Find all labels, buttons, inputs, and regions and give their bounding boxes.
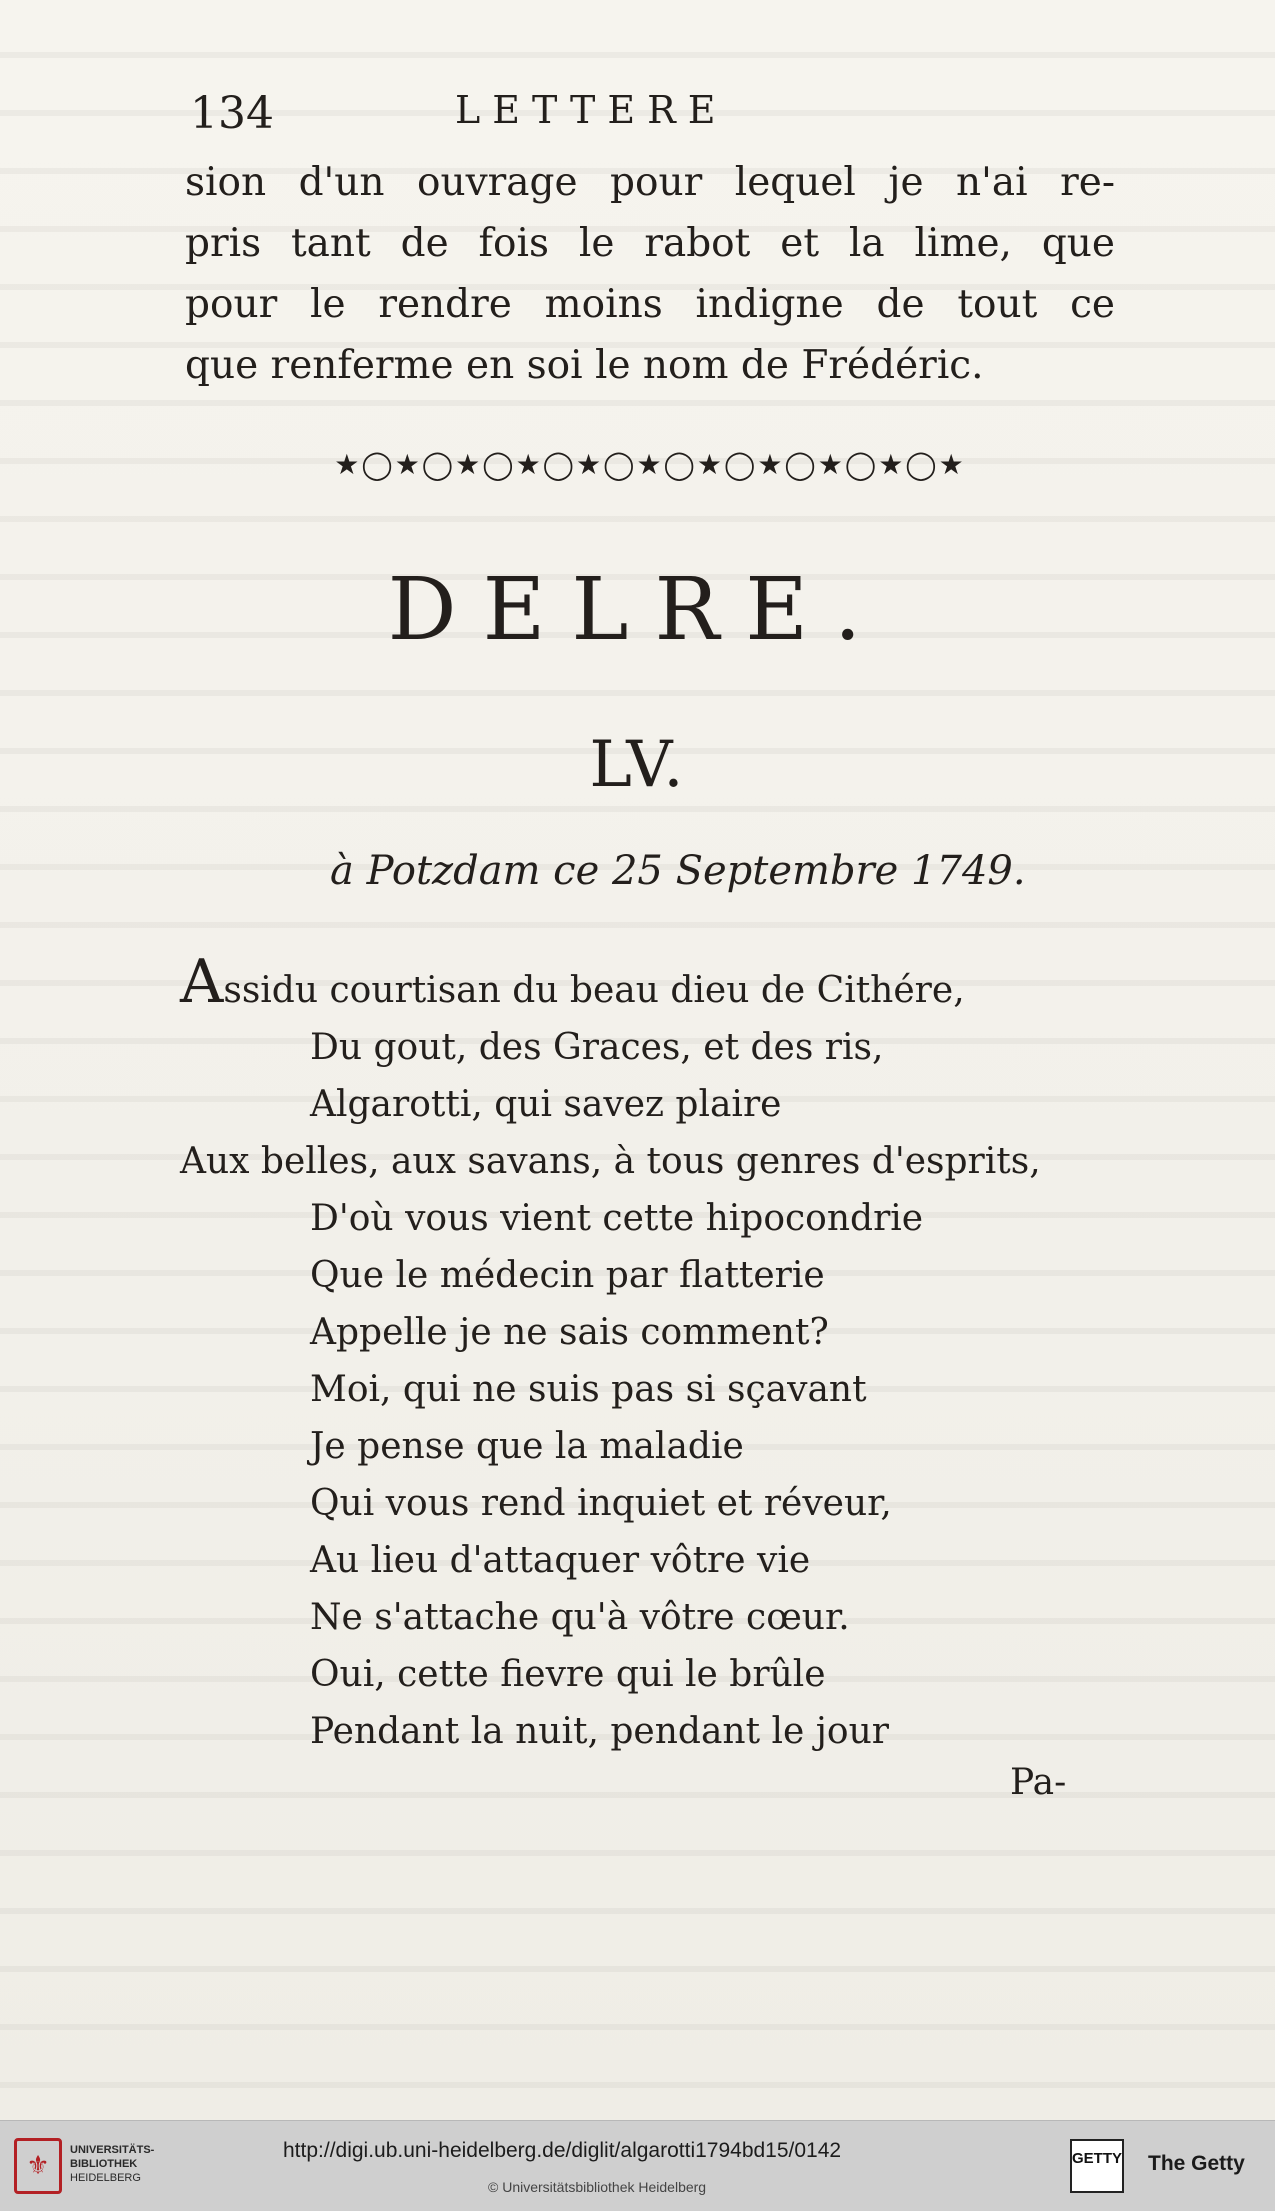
library-name[interactable] — [70, 2143, 154, 2185]
prose-line: sion d'un ouvrage pour lequel je n'ai re- — [185, 160, 1115, 205]
letter-addressee: DELRE. — [387, 560, 888, 660]
verse-line: Appelle je ne sais comment? — [310, 1312, 829, 1353]
verse-line: Oui, cette fievre qui le brûle — [310, 1654, 826, 1695]
ornamental-divider: ★◯★◯★◯★◯★◯★◯★◯★◯★◯★◯★ — [334, 448, 966, 481]
library-name-line: UNIVERSITÄTS- — [70, 2144, 155, 2156]
page-header — [190, 88, 1090, 148]
library-name-line: BIBLIOTHEK — [70, 2158, 138, 2170]
running-title: LETTERE — [455, 88, 728, 132]
page-number: 134 — [190, 88, 274, 139]
prose-line: que renferme en soi le nom de Frédéric. — [185, 343, 984, 388]
letter-number: LV. — [589, 728, 686, 802]
verse-line-text: ssidu courtisan du beau dieu de Cithére, — [223, 970, 965, 1011]
prose-line: pris tant de fois le rabot et la lime, que — [185, 221, 1115, 266]
dateline: à Potzdam ce 25 Septembre 1749. — [330, 848, 1026, 894]
verse-line: Pendant la nuit, pendant le jour — [310, 1711, 889, 1752]
university-library-logo-icon[interactable]: ⚜ — [14, 2138, 62, 2194]
verse-line-first — [180, 947, 1130, 1019]
initial-letter: A — [180, 947, 224, 1017]
verse-line: Du gout, des Graces, et des ris, — [310, 1027, 884, 1068]
continued-prose — [185, 152, 1115, 396]
verse-line: Je pense que la maladie — [310, 1426, 744, 1467]
verse-line: Ne s'attache qu'à vôtre cœur. — [310, 1597, 850, 1638]
verse-line: Qui vous rend inquiet et réveur, — [310, 1483, 892, 1524]
getty-logo-icon[interactable]: GETTY — [1070, 2139, 1124, 2193]
library-name-line: HEIDELBERG — [70, 2172, 141, 2184]
verse-line: Aux belles, aux savans, à tous genres d'esprits, — [180, 1141, 1041, 1182]
permalink-url[interactable]: http://digi.ub.uni-heidelberg.de/diglit/algarotti1794bd15/0142 — [283, 2139, 842, 2162]
verse-line: Au lieu d'attaquer vôtre vie — [310, 1540, 811, 1581]
catchword: Pa- — [1010, 1762, 1067, 1803]
verse-block — [180, 947, 1130, 1760]
verse-line: Que le médecin par flatterie — [310, 1255, 825, 1296]
viewer-footer — [0, 2120, 1275, 2211]
prose-line: pour le rendre moins indigne de tout ce — [185, 282, 1115, 327]
verse-line: Moi, qui ne suis pas si sçavant — [310, 1369, 867, 1410]
copyright-notice: © Universitätsbibliothek Heidelberg — [488, 2179, 707, 2195]
getty-name[interactable]: The Getty — [1148, 2152, 1245, 2175]
verse-line: D'où vous vient cette hipocondrie — [310, 1198, 924, 1239]
verse-line: Algarotti, qui savez plaire — [310, 1084, 782, 1125]
